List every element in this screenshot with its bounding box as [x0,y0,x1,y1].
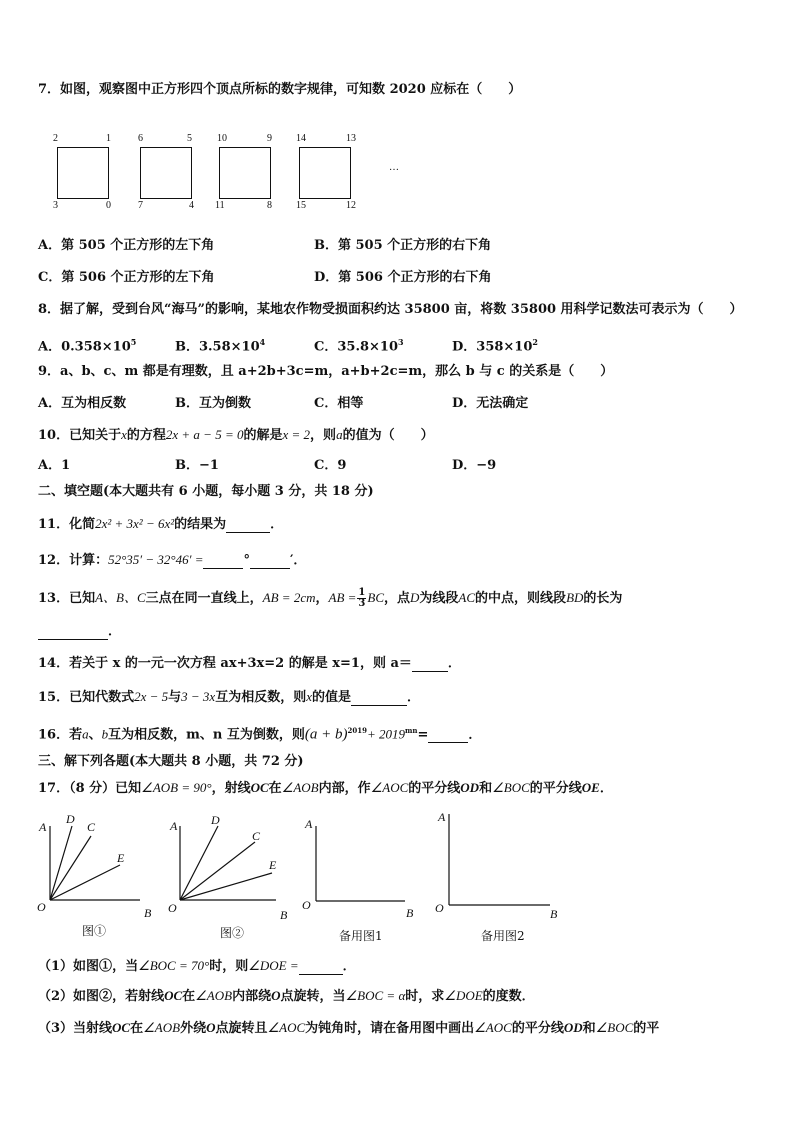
spare1-label-o: O [302,898,311,912]
sq1-br: 0 [106,200,111,211]
ellipsis: … [389,162,399,173]
q17-part-2: （2）如图②，若射线OC在∠AOB内部绕O点旋转，当∠BOC = α时，求∠DOE的度数． [38,988,535,1004]
q13-blank[interactable] [38,627,108,640]
q14-blank[interactable] [412,659,448,672]
q7-option-d: D．第 506 个正方形的右下角 [314,270,492,285]
sq1-bl: 3 [53,200,58,211]
sq2-bl: 7 [138,200,143,211]
sq2-tr: 5 [187,133,192,144]
section-3-heading: 三、解下列各题(本大题共 8 小题，共 72 分) [38,754,304,769]
fig1-label-d: D [66,812,75,826]
sq4-br: 12 [346,200,356,211]
q9-option-d: D．无法确定 [452,396,529,411]
fig1-label-c: C [87,820,96,834]
section-2-heading: 二、填空题(本大题共有 6 小题，每小题 3 分，共 18 分) [38,484,374,499]
q9-stem: 9．a、b、c、m 都是有理数，且 a+2b+3c=m，a+b+2c=m，那么 b 与 c 的关系是（ ） [38,364,614,379]
q17-stem: 17．（8 分）已知∠AOB = 90°，射线OC在∠AOB内部，作∠AOC的平分线OD和∠BOC的平分线OE． [38,780,613,796]
q13: 13．已知A、B、C三点在同一直线上，AB = 2cm，AB = $\frac{1}{3}$ BC，点D为线段AC的中点，则线段BD的长为 [38,587,623,609]
q12-blank-min[interactable] [250,556,290,569]
caption-spare1: 备用图1 [339,929,383,943]
sq2-br: 4 [189,200,194,211]
q7-stem: 7．如图，观察图中正方形四个顶点所标的数字规律，可知数 2020 应标在（ ） [38,82,522,97]
sq3-bl: 11 [215,200,225,211]
q15-blank[interactable] [351,693,407,706]
fig1-label-a: A [39,820,47,834]
q7-option-c: C．第 506 个正方形的左下角 [38,270,215,285]
fig1-label-o: O [37,900,46,914]
sq4-tl: 14 [296,133,306,144]
spare2-label-o: O [435,901,444,915]
square-3 [219,147,271,199]
q9-option-a: A．互为相反数 [38,396,127,411]
spare2-label-b: B [550,907,558,921]
q10-option-c: C．9 [314,458,347,473]
fig2-label-o: O [168,901,177,915]
fig1-label-b: B [144,906,152,920]
q8-option-c: C．$35.8\times 10^3$ [314,337,404,355]
q12: 12．计算：52°35′ − 32°46′ = ° ′． [38,552,307,568]
q8-option-d: D．$358\times 10^2$ [452,337,538,355]
q9-option-c: C．相等 [314,396,364,411]
fig2-label-e: E [269,858,277,872]
q14: 14．若关于 x 的一元一次方程 ax+3x=2 的解是 x=1，则 a＝ ． [38,656,461,671]
spare1-label-a: A [305,817,313,831]
q7-option-a: A．第 505 个正方形的左下角 [38,238,215,253]
q17-part-3: （3）当射线OC在∠AOB外绕O点旋转且∠AOC为钝角时，请在备用图中画出∠AOC的平分线OD和∠BOC的平 [38,1020,660,1036]
square-4 [299,147,351,199]
square-2 [140,147,192,199]
q11: 11．化简2x² + 3x² − 6x²的结果为 ． [38,516,284,532]
q10-option-b: B．−1 [175,458,219,473]
q8-option-b: B．$3.58\times 10^4$ [175,337,266,355]
square-1 [57,147,109,199]
fraction-one-third: $\frac{1}{3}$ [358,587,366,609]
q16-blank[interactable] [428,730,468,743]
q9-option-b: B．互为倒数 [175,396,251,411]
q8-stem: 8．据了解，受到台风“海马”的影响，某地农作物受损面积约达 35800 亩，将数 35800 用科学记数法可表示为（ ） [38,302,743,317]
q12-blank-deg[interactable] [203,556,243,569]
sq3-br: 8 [267,200,272,211]
q10-option-d: D．−9 [452,458,497,473]
q13-answer-line: ． [38,624,121,640]
caption-fig2: 图② [220,926,245,940]
fig2-label-a: A [170,819,178,833]
q10-option-a: A．1 [38,458,71,473]
sq2-tl: 6 [138,133,143,144]
q15: 15．已知代数式2x − 5与3 − 3x互为相反数，则x的值是 ． [38,689,421,705]
spare2-label-a: A [438,810,446,824]
caption-fig1: 图① [82,924,107,938]
q7-option-b: B．第 505 个正方形的右下角 [314,238,492,253]
spare1-label-b: B [406,906,414,920]
sq4-bl: 15 [296,200,306,211]
sq1-tr: 1 [106,133,111,144]
sq3-tl: 10 [217,133,227,144]
q17-1-blank[interactable] [299,962,343,975]
q11-blank[interactable] [226,520,270,533]
caption-spare2: 备用图2 [481,929,525,943]
q8-option-a: A．$0.358\times 10^5$ [38,337,137,355]
sq3-tr: 9 [267,133,272,144]
fig2-label-c: C [252,829,261,843]
fig1-label-e: E [117,851,125,865]
q10-stem: 10．已知关于x的方程2x + a − 5 = 0的解是x = 2，则a的值为（ ） [38,427,434,443]
fig2-label-d: D [211,813,220,827]
sq1-tl: 2 [53,133,58,144]
q16: 16．若a、b互为相反数，m、n 互为倒数，则$(a + b)^{2019}+ 2019^{mn}=$ ． [38,726,482,743]
q17-part-1: （1）如图①，当∠BOC = 70°时，则∠DOE = ． [38,958,356,974]
sq4-tr: 13 [346,133,356,144]
fig2-label-b: B [280,908,288,922]
